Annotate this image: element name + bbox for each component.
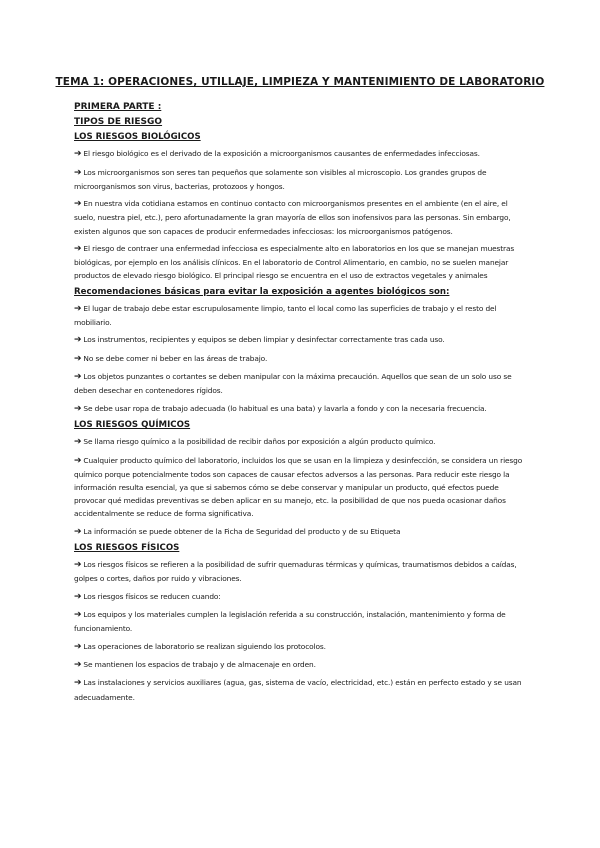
arrow-icon: ➔ [74, 335, 82, 346]
arrow-icon: ➔ [74, 455, 82, 466]
phys-heading: LOS RIESGOS FÍSICOS [74, 542, 180, 553]
recommendations-heading: Recomendaciones básicas para evitar la exposición a agentes biológicos son: [74, 286, 450, 297]
arrow-icon: ➔ [74, 560, 82, 571]
arrow-icon: ➔ [74, 149, 82, 160]
bullet-paragraph: ➔ El riesgo biológico es el derivado de la exposición a microorganismos causantes de enfermedades infecciosas. [74, 149, 480, 160]
bullet-paragraph: ➔ No se debe comer ni beber en las áreas de trabajo. [74, 353, 268, 364]
bullet-paragraph: ➔ En nuestra vida cotidiana estamos en continuo contacto con microorganismos presentes en el ambiente (en el aire, el suelo, nuestra piel, etc.), pero afortunadamente la gran mayoría de ellos son inofensivos para las personas. Sin embargo, existen algunos que son capaces de producir enfermedades infecciosas: los microorganismos patógenos. [74, 199, 511, 236]
arrow-icon: ➔ [74, 243, 82, 254]
arrow-icon: ➔ [74, 199, 82, 210]
arrow-icon: ➔ [74, 526, 82, 537]
bullet-paragraph: ➔ Los objetos punzantes o cortantes se deben manipular con la máxima precaución. Aquellos que sean de un solo uso se deben desechar en contenedores rígidos. [74, 372, 512, 396]
arrow-icon: ➔ [74, 167, 82, 178]
bullet-paragraph: ➔ Las instalaciones y servicios auxiliares (agua, gas, sistema de vacío, electricidad, etc.) están en perfecto estado y se usan adecuadamente. [74, 678, 522, 702]
bullet-paragraph: ➔ El riesgo de contraer una enfermedad infecciosa es especialmente alto en laboratorios en los que se manejan muestras biológicas, por ejemplo en los análisis clínicos. En el laboratorio de Control Alimentario, en cambio, no se suelen manejar productos de elevado riesgo biológico. El principal riesgo se encuentra en el uso de extractos vegetales y animales [74, 243, 515, 281]
arrow-icon: ➔ [74, 353, 82, 364]
part-heading: PRIMERA PARTE : [74, 102, 162, 112]
bullet-paragraph: ➔ Se debe usar ropa de trabajo adecuada (lo habitual es una bata) y lavarla a fondo y con la necesaria frecuencia. [74, 403, 487, 414]
bullet-paragraph: ➔ Los equipos y los materiales cumplen la legislación referida a su construcción, instalación, mantenimiento y forma de funcionamiento. [74, 610, 506, 634]
bio-heading: LOS RIESGOS BIOLÓGICOS [74, 132, 201, 142]
arrow-icon: ➔ [74, 678, 82, 689]
bullet-paragraph: ➔ Los microorganismos son seres tan pequeños que solamente son visibles al microscopio. Los grandes grupos de microorganismos son virus, bacterias, protozoos y hongos. [74, 167, 487, 191]
arrow-icon: ➔ [74, 591, 82, 602]
bullet-paragraph: ➔ Los riesgos físicos se refieren a la posibilidad de sufrir quemaduras térmicas y químicas, traumatismos debidos a caídas, golpes o cortes, daños por ruido y vibraciones. [74, 560, 517, 584]
bullet-paragraph: ➔ Se llama riesgo químico a la posibilidad de recibir daños por exposición a algún producto químico. [74, 437, 436, 448]
bullet-paragraph: ➔ Se mantienen los espacios de trabajo y de almacenaje en orden. [74, 660, 316, 671]
bullet-paragraph: ➔ Los instrumentos, recipientes y equipos se deben limpiar y desinfectar correctamente tras cada uso. [74, 335, 445, 346]
arrow-icon: ➔ [74, 303, 82, 314]
bullet-paragraph: ➔ Cualquier producto químico del laboratorio, incluidos los que se usan en la limpieza y desinfección, se considera un riesgo químico porque potencialmente todos son capaces de causar efectos adversos a las personas. Para reducir este riesgo la información resulta esencial, ya que si sabemos cómo se debe conservar y manipular un producto, qué efectos puede provocar qué medidas preventivas se deben aplicar en su manejo, etc. la posibilidad de que nos pueda ocasionar daños accidentalmente se reduce de forma significativa. [74, 455, 523, 519]
bullet-paragraph: ➔ El lugar de trabajo debe estar escrupulosamente limpio, tanto el local como las superficies de trabajo y el resto del mobiliario. [74, 303, 497, 327]
document-title: TEMA 1: OPERACIONES, UTILLAJE, LIMPIEZA Y MANTENIMIENTO DE LABORATORIO [55, 76, 545, 88]
arrow-icon: ➔ [74, 372, 82, 383]
risk-types-heading: TIPOS DE RIESGO [74, 117, 163, 127]
document-body [74, 98, 530, 704]
bullet-paragraph: ➔ La información se puede obtener de la Ficha de Seguridad del producto y de su Etiqueta [74, 526, 401, 537]
arrow-icon: ➔ [74, 610, 82, 621]
chem-heading: LOS RIESGOS QUÍMICOS [74, 419, 191, 430]
arrow-icon: ➔ [74, 403, 82, 414]
bullet-paragraph: ➔ Los riesgos físicos se reducen cuando: [74, 591, 221, 602]
arrow-icon: ➔ [74, 641, 82, 652]
bullet-paragraph: ➔ Las operaciones de laboratorio se realizan siguiendo los protocolos. [74, 641, 326, 652]
arrow-icon: ➔ [74, 437, 82, 448]
arrow-icon: ➔ [74, 660, 82, 671]
